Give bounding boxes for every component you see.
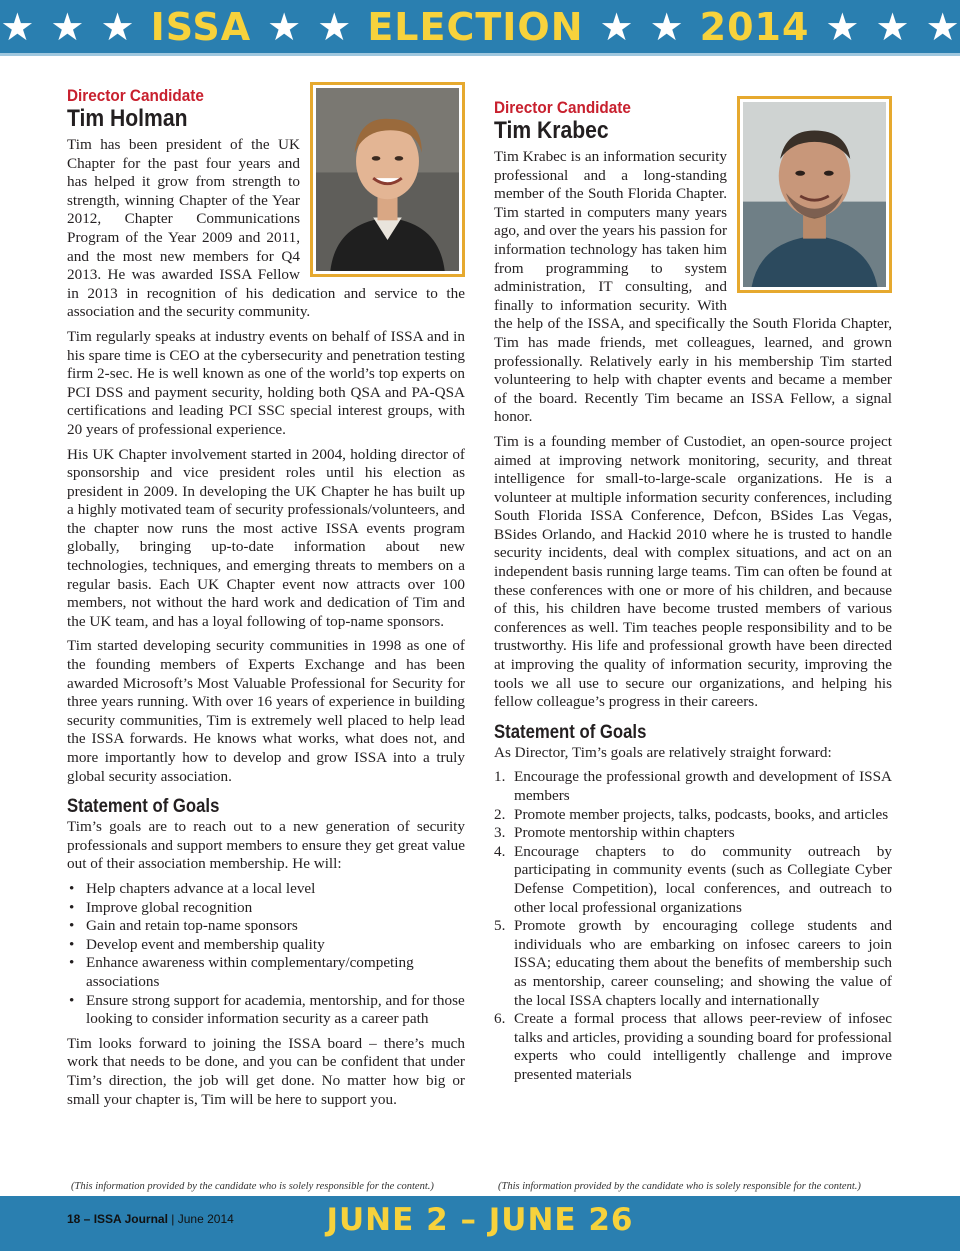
list-item: • Gain and retain top-name sponsors <box>67 917 465 936</box>
list-item: • Develop event and membership quality <box>67 936 465 955</box>
disclaimer-note: (This information provided by the candidate who is solely responsible for the content.) <box>71 1181 434 1192</box>
list-item: • Help chapters advance at a local level <box>67 880 465 899</box>
star-icon: ★ <box>317 4 352 49</box>
list-item <box>494 824 892 843</box>
candidate-column-right <box>494 98 892 1091</box>
list-text: Encourage chapters to do community outreach by participating in community events (such as Collegiate Cyber Defense Competition), local conferences, and outreach to other local professional organizations <box>514 842 892 916</box>
bio-paragraph: Tim has been president of the UK Chapter for the past four years and has helped it grow from strength to strength, winning Chapter of the Year 2012, Chapter Communications Program of the Year 2009 and 2011, and the most new members for Q4 2013. He was awarded ISSA Fellow in 2013 in recognition of his dedication and service to the association and the security community. <box>67 136 465 321</box>
list-number: 5. <box>494 917 506 935</box>
list-item <box>494 843 892 917</box>
goals-heading: Statement of Goals <box>67 796 220 818</box>
candidate-column-left <box>67 86 465 1115</box>
goals-intro: Tim’s goals are to reach out to a new generation of security professionals and support members to ensure they get great value out of their association membership. He will: <box>67 818 465 873</box>
folio-page: 18 – ISSA Journal <box>67 1212 168 1226</box>
list-text: Promote member projects, talks, podcasts, books, and articles <box>514 805 889 823</box>
goals-heading: Statement of Goals <box>494 721 647 743</box>
folio-separator: | <box>167 1212 178 1226</box>
goals-list <box>67 880 465 1029</box>
banner-word: ISSA <box>150 4 252 49</box>
bio-paragraph: Tim started developing security communities in 1998 as one of the founding members of Experts Exchange and has been awarded Microsoft’s Most Valuable Professional for Security for three years running. With over 16 years of experience in building security communities, Tim is extremely well placed to help lead the ISSA forwards. He knows what works, what does not, and more importantly how to develop and grow ISSA into a truly global security association. <box>67 637 465 785</box>
banner-word: 2014 <box>699 4 810 49</box>
list-text: Create a formal process that allows peer-review of infosec talks and articles, providing a sounding board for professional experts who could intelligently challenge and improve presented materials <box>514 1010 892 1083</box>
footer-bar <box>0 1196 960 1251</box>
candidate-name: Tim Holman <box>67 105 188 132</box>
star-icon: ★ <box>0 4 35 49</box>
folio-date: June 2014 <box>177 1212 234 1226</box>
star-icon: ★ <box>825 4 860 49</box>
goals-intro: As Director, Tim’s goals are relatively straight forward: <box>494 743 832 761</box>
closing-paragraph: Tim looks forward to joining the ISSA board – there’s much work that needs to be done, and you can be confident that under Tim’s direction, the job will get done. No matter how big or small your chapter is, Tim will be here to support you. <box>67 1034 465 1108</box>
star-icon: ★ <box>599 4 634 49</box>
list-item <box>494 917 892 1010</box>
candidate-label: Director Candidate <box>494 98 631 117</box>
bio-paragraph: His UK Chapter involvement started in 2004, holding director of sponsorship and vice president roles until his election as president in 2009. In developing the UK Chapter he has built up a highly motivated team of security professionals/volunteers, and the chapter now runs the most active ISSA events program globally, bringing up-to-date information about new technologies, techniques, and emerging threats to members on a regular basis. Each UK Chapter event now attracts over 100 members, not without the hard work and dedication of Tim and the UK team, and has a loyal following of top-name sponsors. <box>67 445 465 630</box>
list-item <box>494 1010 892 1084</box>
list-text: Promote mentorship within chapters <box>514 824 735 842</box>
star-icon: ★ <box>50 4 85 49</box>
list-item: • Enhance awareness within complementary/competing associations <box>67 954 465 991</box>
list-number: 1. <box>494 768 506 786</box>
bio-paragraph: Tim regularly speaks at industry events on behalf of ISSA and in his spare time is CEO at the cybersecurity and penetration testing firm 2-sec. He is well known as one of the world’s top experts on PCI DSS and payment security, holding both QSA and PA-QSA certifications and leading PCI SSC special interest groups, with 20 years of professional experience. <box>67 327 465 438</box>
list-item: • Ensure strong support for academia, mentorship, and for those looking to consider information security as a career path <box>67 992 465 1029</box>
bio-paragraph: Tim is a founding member of Custodiet, an open-source project aimed at improving network monitoring, security, and threat intelligence for small-to-large-scale organizations. He is a volunteer at multiple information security conferences, including South Florida ISSA Conference, Defcon, BSides Las Vegas, BSides Orlando, and Hackid 2010 where he is trusted to handle security incidents, deal with complex situations, and act on an independent basis running large teams. Tim can often be found at these conferences with one or more of his children, and because of this, his children have become trusted members of various conferences as well. Tim teaches people responsibility and to be trustworthy. His life and professional growth have been directed at improving the quality of information security, improving the tools we all use to secure our organizations, and helping his fellow colleague’s progress in their careers. <box>494 432 892 711</box>
disclaimer-note: (This information provided by the candidate who is solely responsible for the content.) <box>498 1181 861 1192</box>
candidate-label: Director Candidate <box>67 86 204 105</box>
star-icon: ★ <box>100 4 135 49</box>
list-number: 4. <box>494 842 506 860</box>
list-number: 2. <box>494 805 506 823</box>
list-item: • Improve global recognition <box>67 899 465 918</box>
star-icon: ★ <box>649 4 684 49</box>
bio-paragraph: Tim Krabec is an information security professional and a long-standing member of the South Florida Chapter. Tim started in computers many years ago, and over the years his passion for information technology has taken him from programming to system administration, IT consulting, and finally to information security. With the help of the ISSA, and specifically the South Florida Chapter, Tim has made friends, met colleagues, learned, and grown professionally. Relatively early in his membership Tim started volunteering to help with chapter events and became a member of the board. Recently Tim became an ISSA Fellow, a signal honor. <box>494 148 892 426</box>
star-icon: ★ <box>267 4 302 49</box>
list-number: 6. <box>494 1010 506 1028</box>
election-banner <box>0 0 960 56</box>
star-icon: ★ <box>925 4 960 49</box>
list-number: 3. <box>494 824 506 842</box>
election-dates: JUNE 2 – JUNE 26 <box>326 1202 634 1238</box>
banner-word: ELECTION <box>367 4 584 49</box>
list-text: Encourage the professional growth and development of ISSA members <box>514 768 892 804</box>
star-icon: ★ <box>875 4 910 49</box>
candidate-name: Tim Krabec <box>494 117 609 144</box>
list-item <box>494 806 892 825</box>
list-item <box>494 768 892 805</box>
list-text: Promote growth by encouraging college students and individuals who are embarking on infosec careers to join ISSA; educating them about the benefits of membership such as mentorship, career counseling; and showing the value of the local ISSA chapters locally and internationally <box>514 917 892 1009</box>
goals-list <box>494 768 892 1084</box>
